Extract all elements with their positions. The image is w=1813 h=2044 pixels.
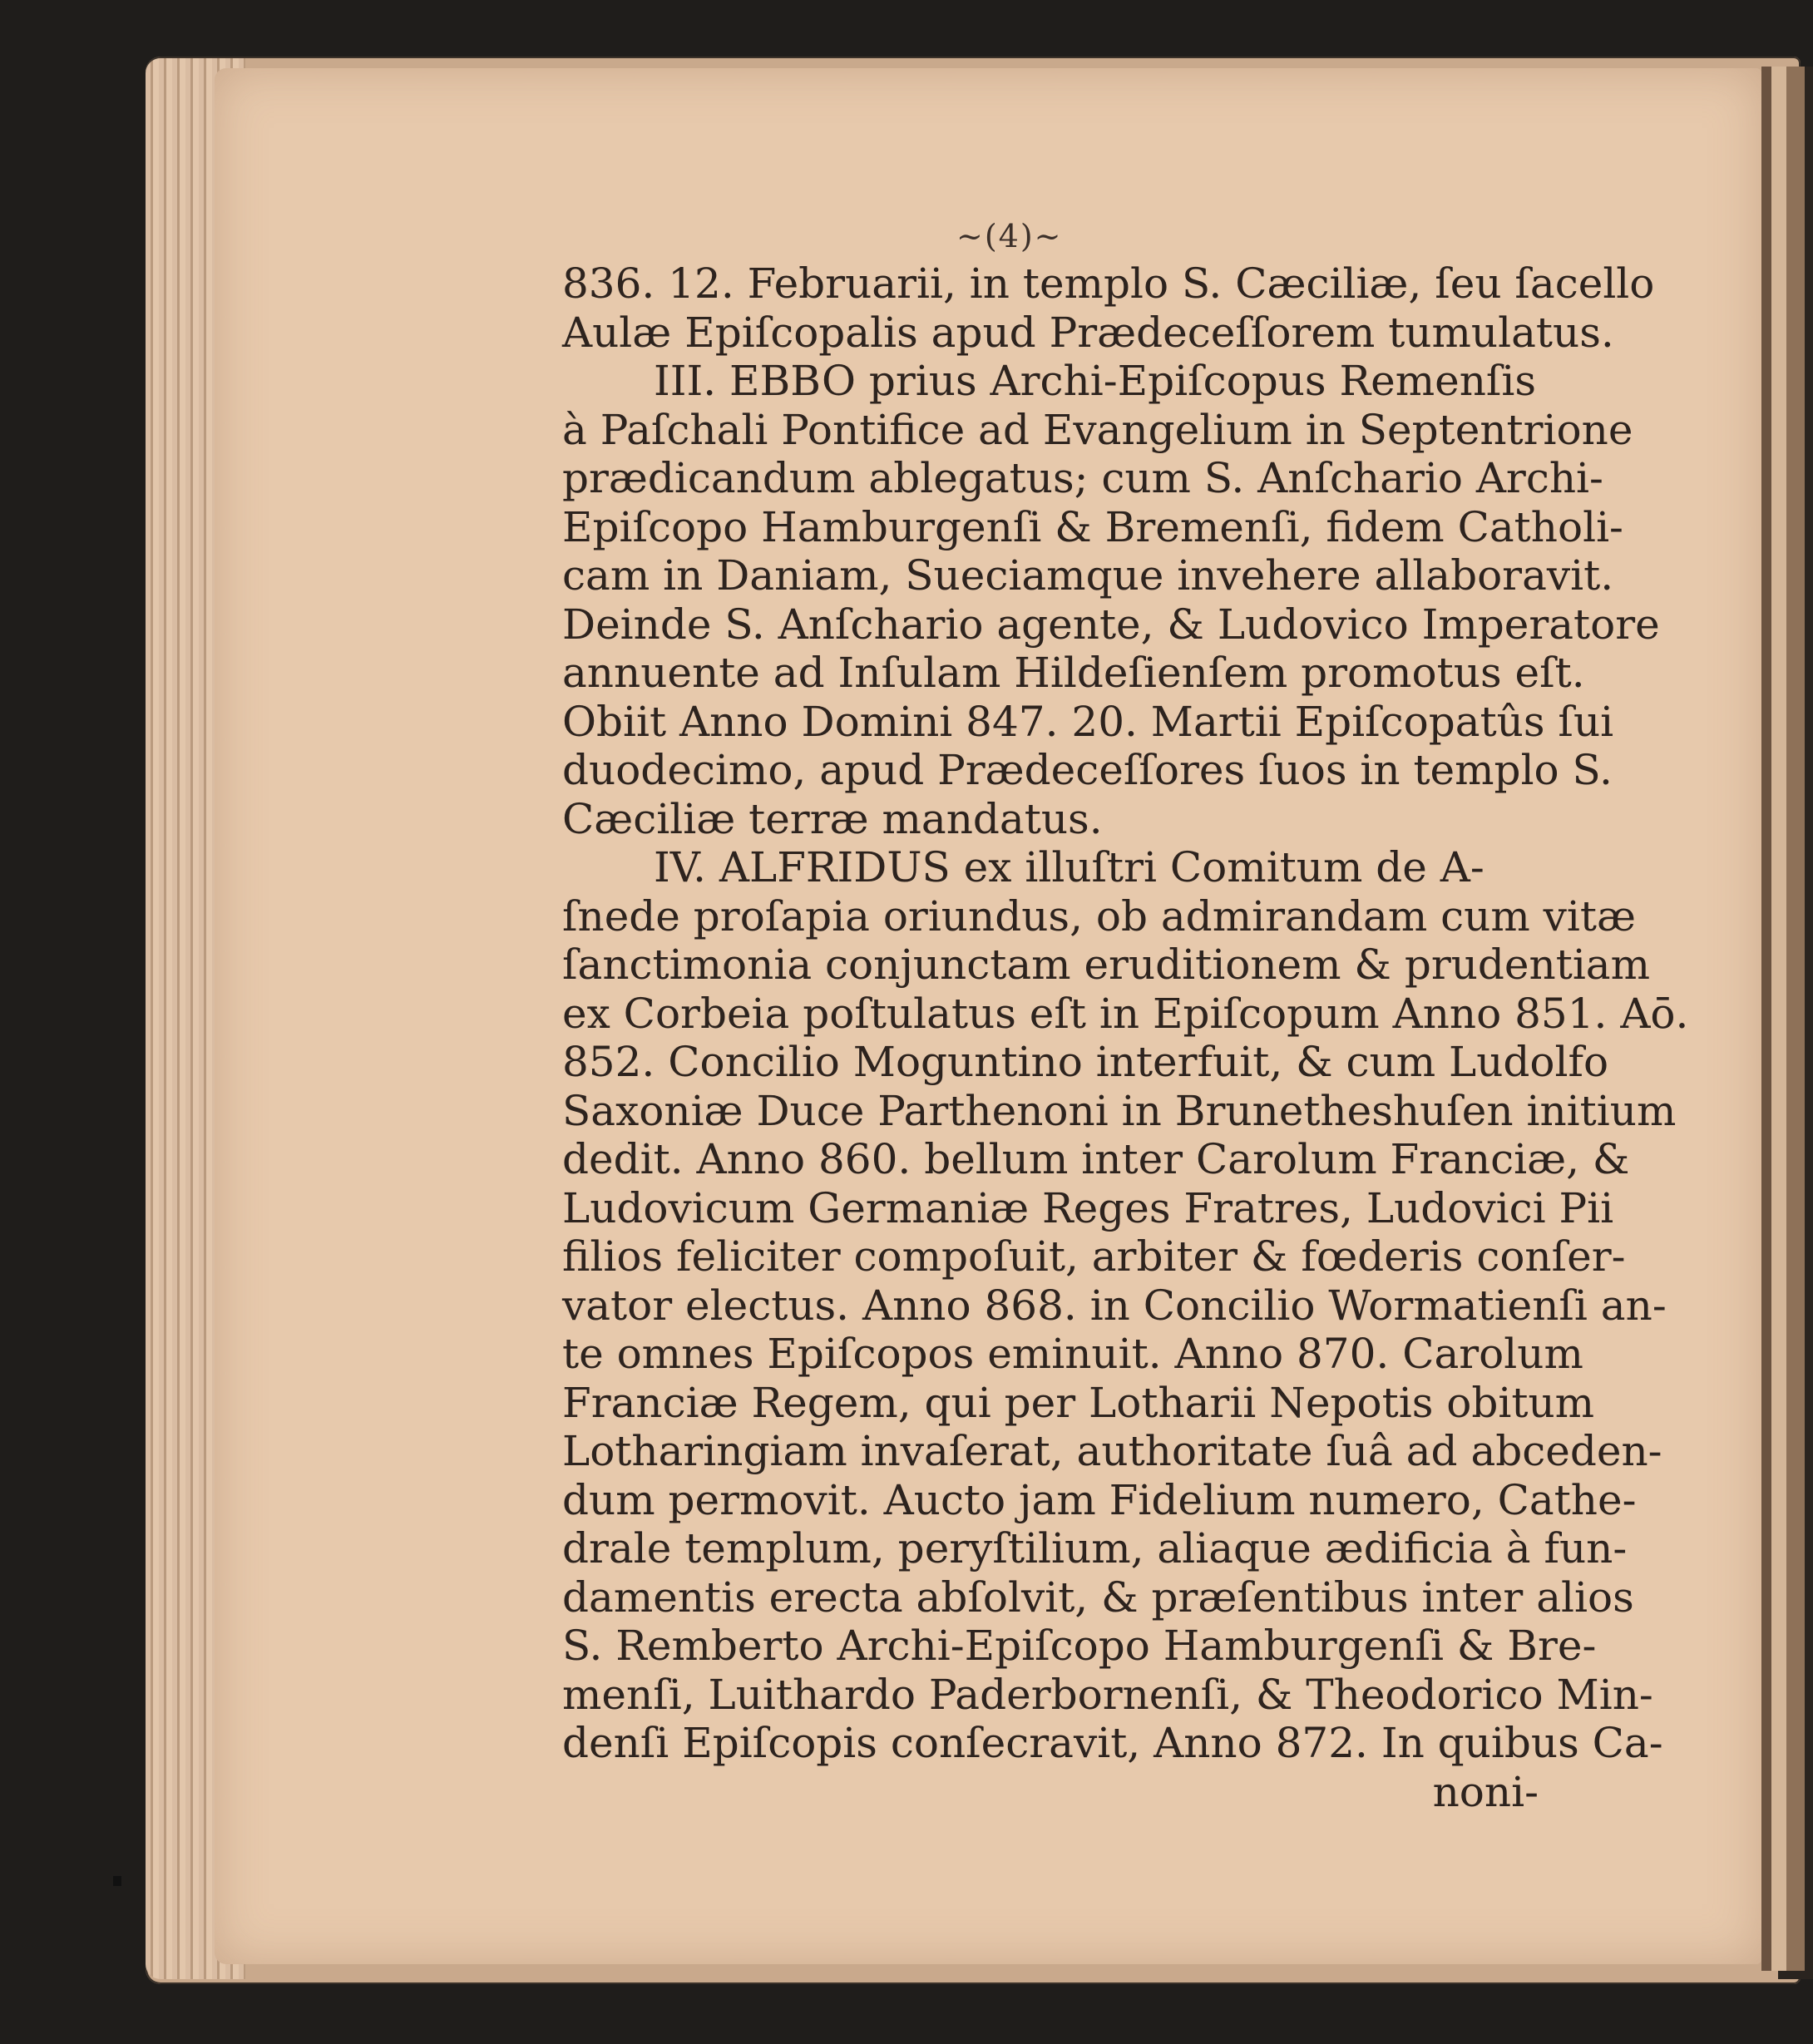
text-line: III. EBBO prius Archi-Epiſcopus Remenſis <box>654 357 1537 405</box>
text-line: ſanctimonia conjunctam eruditionem & prudentiam <box>562 941 1651 989</box>
text-line: à Paſchali Pontifice ad Evangelium in Septentrione <box>562 405 1633 454</box>
text-line: Epiſcopo Hamburgenſi & Bremenſi, fidem Catholi- <box>562 502 1623 551</box>
text-line: filios feliciter compoſuit, arbiter & fœderis conſer- <box>562 1232 1626 1281</box>
text-line: denſi Epiſcopis conſecravit, Anno 872. In quibus Ca- <box>562 1719 1663 1767</box>
text-line: S. Remberto Archi-Epiſcopo Hamburgenſi & Bre- <box>562 1622 1597 1670</box>
text-line: Franciæ Regem, qui per Lotharii Nepotis obitum <box>562 1378 1595 1427</box>
ink-mark <box>113 1876 121 1886</box>
text-line: damentis erecta abſolvit, & præſentibus inter alios <box>562 1572 1634 1622</box>
text-line: Deinde S. Anſchario agente, & Ludovico Imperatore <box>562 600 1660 649</box>
text-line: 836. 12. Februarii, in templo S. Cæciliæ, ſeu ſacello <box>562 259 1655 308</box>
text-line: Cæciliæ terræ mandatus. <box>562 794 1103 843</box>
page-number-header: ~(4)~ <box>956 218 1063 254</box>
facing-page-edge <box>1761 67 1805 1971</box>
text-line: IV. ALFRIDUS ex illuſtri Comitum de A- <box>654 843 1484 891</box>
text-line: drale templum, peryſtilium, aliaque ædificia à fun- <box>562 1524 1628 1572</box>
text-line: prædicandum ablegatus; cum S. Anſchario Archi- <box>562 454 1603 502</box>
text-line: menſi, Luithardo Paderbornenſi, & Theodorico Min- <box>562 1670 1653 1719</box>
text-line: Obiit Anno Domini 847. 20. Martii Epiſcopatûs ſui <box>562 697 1614 746</box>
body-text <box>562 259 1689 1816</box>
text-line: 852. Concilio Moguntino interfuit, & cum Ludolfo <box>562 1038 1609 1086</box>
text-line: Saxoniæ Duce Parthenoni in Brunetheshuſen initium <box>562 1086 1677 1135</box>
catchword: noni- <box>1432 1767 1539 1816</box>
text-line: ſnede proſapia oriundus, ob admirandam cum vitæ <box>562 891 1636 941</box>
text-line: Aulæ Epiſcopalis apud Prædeceſſorem tumulatus. <box>562 308 1614 357</box>
text-line: duodecimo, apud Prædeceſſores ſuos in templo S. <box>562 746 1613 794</box>
text-line: dum permovit. Aucto jam Fidelium numero, Cathe- <box>562 1475 1637 1524</box>
text-line: cam in Daniam, Sueciamque invehere allaboravit. <box>562 551 1614 600</box>
text-line: te omnes Epiſcopos eminuit. Anno 870. Carolum <box>562 1330 1583 1378</box>
text-line: dedit. Anno 860. bellum inter Carolum Franciæ, & <box>562 1135 1630 1183</box>
text-line: ex Corbeia poſtulatus eſt in Epiſcopum Anno 851. Aō. <box>562 989 1689 1038</box>
text-line: Ludovicum Germaniæ Reges Fratres, Ludovici Pii <box>562 1183 1614 1232</box>
text-line: Lotharingiam invaſerat, authoritate ſuâ ad abceden- <box>562 1427 1662 1475</box>
text-line: annuente ad Inſulam Hildeſienſem promotus eſt. <box>562 649 1585 697</box>
text-line: vator electus. Anno 868. in Concilio Wormatienſi an- <box>562 1281 1667 1330</box>
